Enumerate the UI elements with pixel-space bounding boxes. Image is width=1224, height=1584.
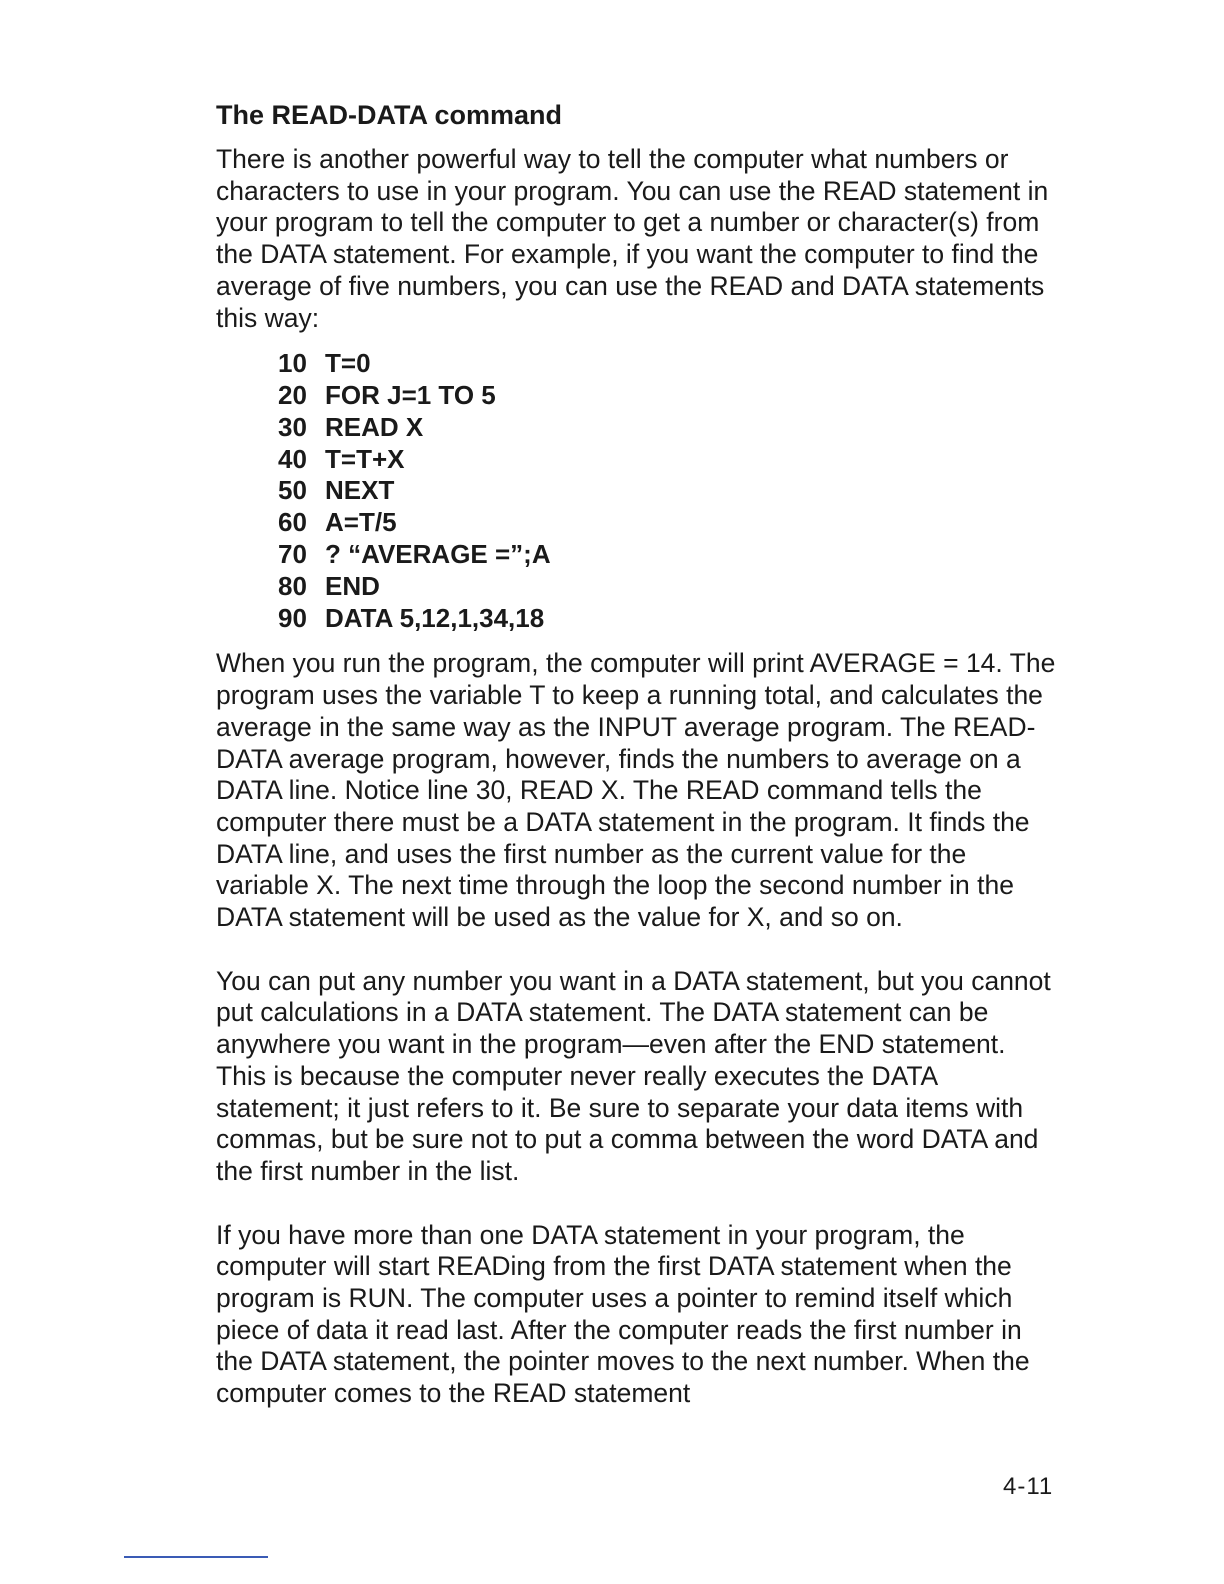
code-line-number: 40 — [278, 443, 307, 474]
paragraph-data-rules: You can put any number you want in a DATA statement, but you cannot put calculations in a DATA statement. The DATA statement can be anywhere you want in the program—even after the END statement. This is because the computer never really executes the DATA statement; it just refers to it. Be sure to separate your data items with commas, but be sure not to put a comma between the word DATA and the first number in the list. — [216, 965, 1051, 1186]
page-content — [216, 98, 1056, 1410]
code-line-text: T=0 — [325, 348, 371, 379]
code-line-text: T=T+X — [325, 443, 405, 474]
code-line-number: 90 — [278, 602, 307, 633]
code-line — [278, 571, 1056, 603]
code-line-number: 70 — [278, 539, 307, 569]
code-line — [278, 603, 1056, 635]
paragraph-data-pointer: If you have more than one DATA statement in your program, the computer will start READing from the first DATA statement when the program is RUN. The computer uses a pointer to remind itself which piece of data it read last. After the computer reads the first number in the DATA statement, the pointer moves to the next number. When the computer comes to the READ statement — [216, 1219, 1030, 1409]
paragraph-spacer — [216, 1188, 1056, 1220]
code-line — [278, 380, 1056, 412]
footer-rule — [124, 1556, 268, 1558]
page-number: 4-11 — [1003, 1473, 1054, 1500]
code-line-number: 50 — [278, 475, 307, 506]
code-line-text: READ X — [325, 411, 424, 442]
code-line-text: END — [325, 570, 380, 601]
code-line-text: ? “AVERAGE =”;A — [325, 539, 551, 569]
code-line-number: 80 — [278, 570, 307, 601]
paragraph-intro: There is another powerful way to tell the computer what numbers or characters to use in your program. You can use the READ statement in your program to tell the computer to get a number or character(s) from the DATA statement. For example, if you want the computer to find the average of five numbers, you can use the READ and DATA statements this way: — [216, 144, 1049, 333]
paragraph-run-explanation: When you run the program, the computer will print AVERAGE = 14. The program uses the variable T to keep a running total, and calculates the average in the same way as the INPUT average program. The READ-DATA average program, however, finds the numbers to average on a DATA line. Notice line 30, READ X. The READ command tells the computer there must be a DATA statement in the program. It finds the DATA line, and uses the first number as the current value for the variable X. The next time through the loop the second number in the DATA statement will be used as the value for X, and so on. — [216, 648, 1056, 933]
code-line-number: 10 — [278, 348, 307, 379]
code-line-number: 20 — [278, 380, 307, 411]
code-line-text: DATA 5,12,1,34,18 — [325, 602, 545, 633]
code-line — [278, 539, 1056, 571]
code-line-text: FOR J=1 TO 5 — [325, 380, 496, 411]
code-line — [278, 475, 1056, 507]
code-line — [278, 444, 1056, 476]
code-line — [278, 507, 1056, 539]
code-line-number: 30 — [278, 411, 307, 442]
code-line — [278, 348, 1056, 380]
code-listing — [278, 348, 1056, 634]
paragraph-spacer — [216, 934, 1056, 966]
code-line-text: NEXT — [325, 475, 395, 506]
code-line — [278, 412, 1056, 444]
section-heading: The READ-DATA command — [216, 100, 563, 130]
code-line-number: 60 — [278, 507, 307, 538]
code-line-text: A=T/5 — [325, 507, 397, 538]
